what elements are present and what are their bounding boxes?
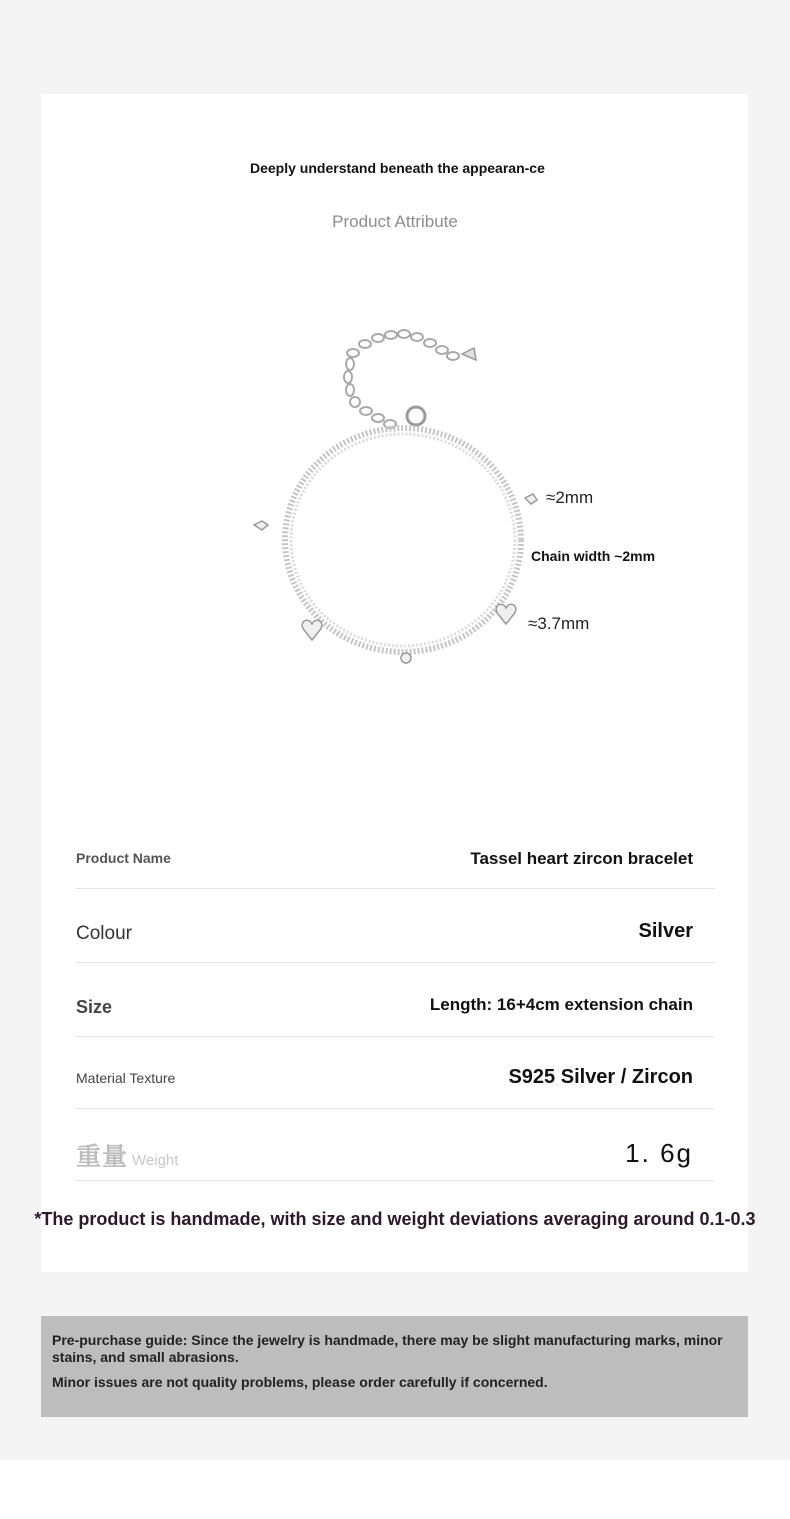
weight-label-en: Weight <box>132 1152 179 1169</box>
pre-purchase-guide <box>41 1316 748 1417</box>
spec-value: 1. 6g <box>625 1138 693 1168</box>
spec-value: Tassel heart zircon bracelet <box>470 849 693 868</box>
bracelet-image <box>240 318 540 678</box>
spec-value: Length: 16+4cm extension chain <box>429 995 693 1014</box>
handmade-note: *The product is handmade, with size and weight deviations averaging around 0.1-0.3 <box>34 1209 756 1229</box>
spec-label: Material Texture <box>76 1070 176 1086</box>
spec-row-size <box>76 963 715 1037</box>
spec-value: S925 Silver / Zircon <box>508 1066 693 1088</box>
spec-label: Colour <box>76 923 132 944</box>
footer-band <box>0 1460 790 1519</box>
guide-line-1: Pre-purchase guide: Since the jewelry is handmade, there may be slight manufacturing marks, minor stains, and small abrasions. <box>52 1332 723 1365</box>
section-title: Product Attribute <box>332 212 458 231</box>
guide-line-2: Minor issues are not quality problems, please order carefully if concerned. <box>52 1374 548 1390</box>
spec-row-product-name <box>76 830 715 889</box>
dimension-label-bottom: ≈3.7mm <box>528 614 590 633</box>
spec-label: Size <box>76 997 113 1017</box>
spec-value: Silver <box>638 920 693 942</box>
spec-label-weight <box>76 1137 178 1173</box>
chain-link <box>347 349 359 357</box>
spec-row-weight <box>76 1109 715 1181</box>
dimension-label-top: ≈2mm <box>546 488 594 507</box>
weight-label-cn: 重量 <box>76 1143 129 1171</box>
spec-row-material <box>76 1037 715 1109</box>
spec-label: Product Name <box>76 850 171 866</box>
spec-row-colour <box>76 889 715 963</box>
tagline: Deeply understand beneath the appearan-ce <box>250 160 545 176</box>
chain-width-label: Chain width ~2mm <box>531 548 656 564</box>
